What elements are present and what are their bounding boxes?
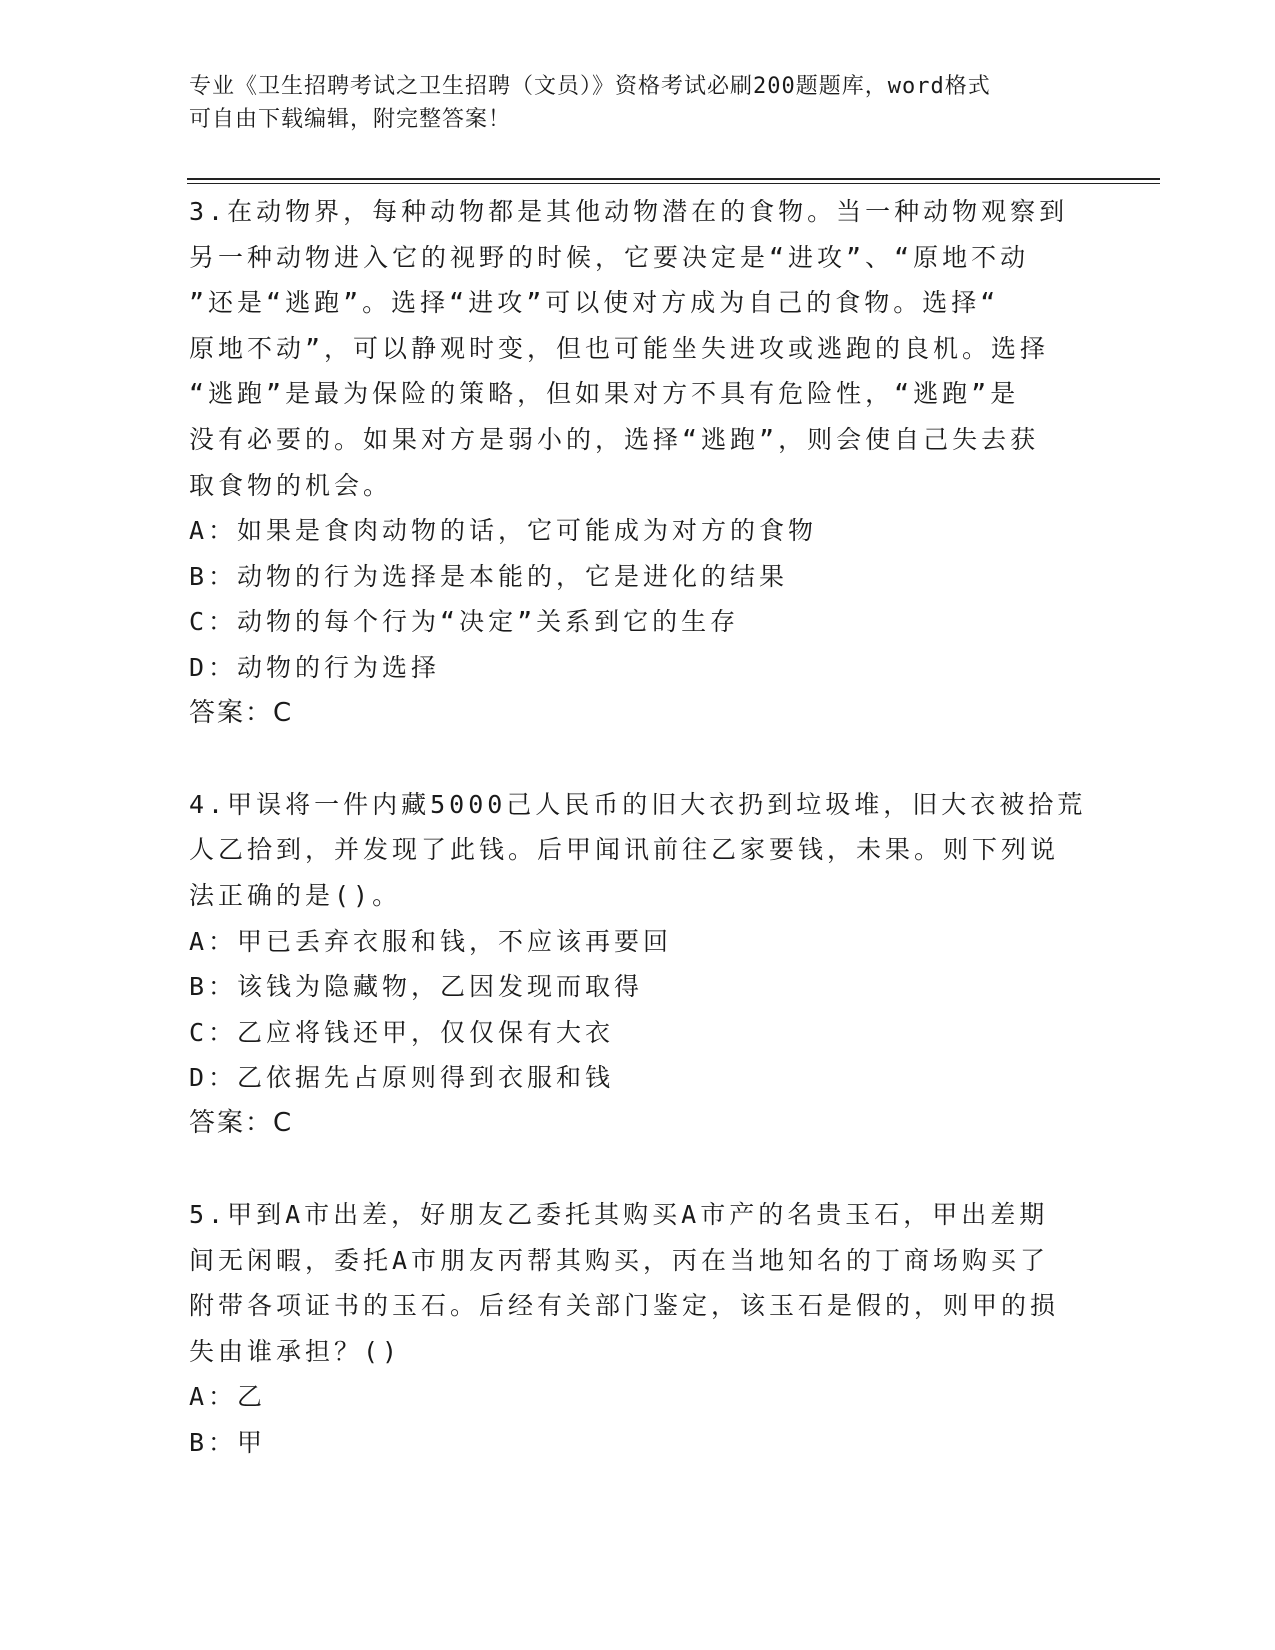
question-spacer xyxy=(189,1146,1089,1192)
option-c: C：乙应将钱还甲，仅仅保有大衣 xyxy=(189,1017,615,1047)
option-a: A：甲已丢弃衣服和钱，不应该再要回 xyxy=(189,926,673,956)
question-block-5 xyxy=(189,1192,1089,1466)
answer-line: 答案：C xyxy=(189,697,294,728)
question-stem: 4.甲误将一件内藏5000己人民币的旧大衣扔到垃圾堆，旧大衣被拾荒 人乙拾到，并发现了此钱。后甲闻讯前往乙家要钱，未果。则下列说 法正确的是()。 xyxy=(189,789,1087,910)
question-stem: 5.甲到A市出差，好朋友乙委托其购买A市产的名贵玉石，甲出差期 间无闲暇，委托A市朋友丙帮其购买，丙在当地知名的丁商场购买了 附带各项证书的玉石。后经有关部门鉴定，该玉石是假的，则甲的损 失由谁承担？() xyxy=(189,1200,1060,1366)
header-title-line-1: 专业《卫生招聘考试之卫生招聘（文员）》资格考试必刷200题题库，word格式 xyxy=(189,74,991,99)
option-a: A：如果是食肉动物的话，它可能成为对方的食物 xyxy=(189,516,818,546)
header-title-line-2: 可自由下载编辑，附完整答案！ xyxy=(189,107,512,132)
question-block-3 xyxy=(189,189,1089,736)
header-divider-thin xyxy=(187,183,1160,184)
option-d: D：乙依据先占原则得到衣服和钱 xyxy=(189,1063,615,1093)
option-c: C：动物的每个行为“决定”关系到它的生存 xyxy=(189,607,740,637)
header-divider-thick xyxy=(187,178,1160,180)
option-b: B：甲 xyxy=(189,1428,267,1458)
option-a: A：乙 xyxy=(189,1382,267,1412)
question-block-4 xyxy=(189,782,1089,1147)
option-b: B：动物的行为选择是本能的，它是进化的结果 xyxy=(189,561,789,591)
option-b: B：该钱为隐藏物，乙因发现而取得 xyxy=(189,972,644,1002)
answer-line: 答案：C xyxy=(189,1107,294,1138)
question-spacer xyxy=(189,736,1089,782)
document-header xyxy=(189,70,1069,136)
question-list xyxy=(189,189,1089,1466)
question-stem: 3.在动物界，每种动物都是其他动物潜在的食物。当一种动物观察到 另一种动物进入它的视野的时候，它要决定是“进攻”、“原地不动 ”还是“逃跑”。选择“进攻”可以使对方成为自己的食物。选择“ 原地不动”，可以静观时变，但也可能坐失进攻或逃跑的良机。选择 “逃跑”是最为保险的策略，但如果对方不具有危险性，“逃跑”是 没有必要的。如果对方是弱小的，选择“逃跑”，则会使自己失去获 取食物的机会。 xyxy=(189,197,1069,500)
option-d: D：动物的行为选择 xyxy=(189,652,441,682)
